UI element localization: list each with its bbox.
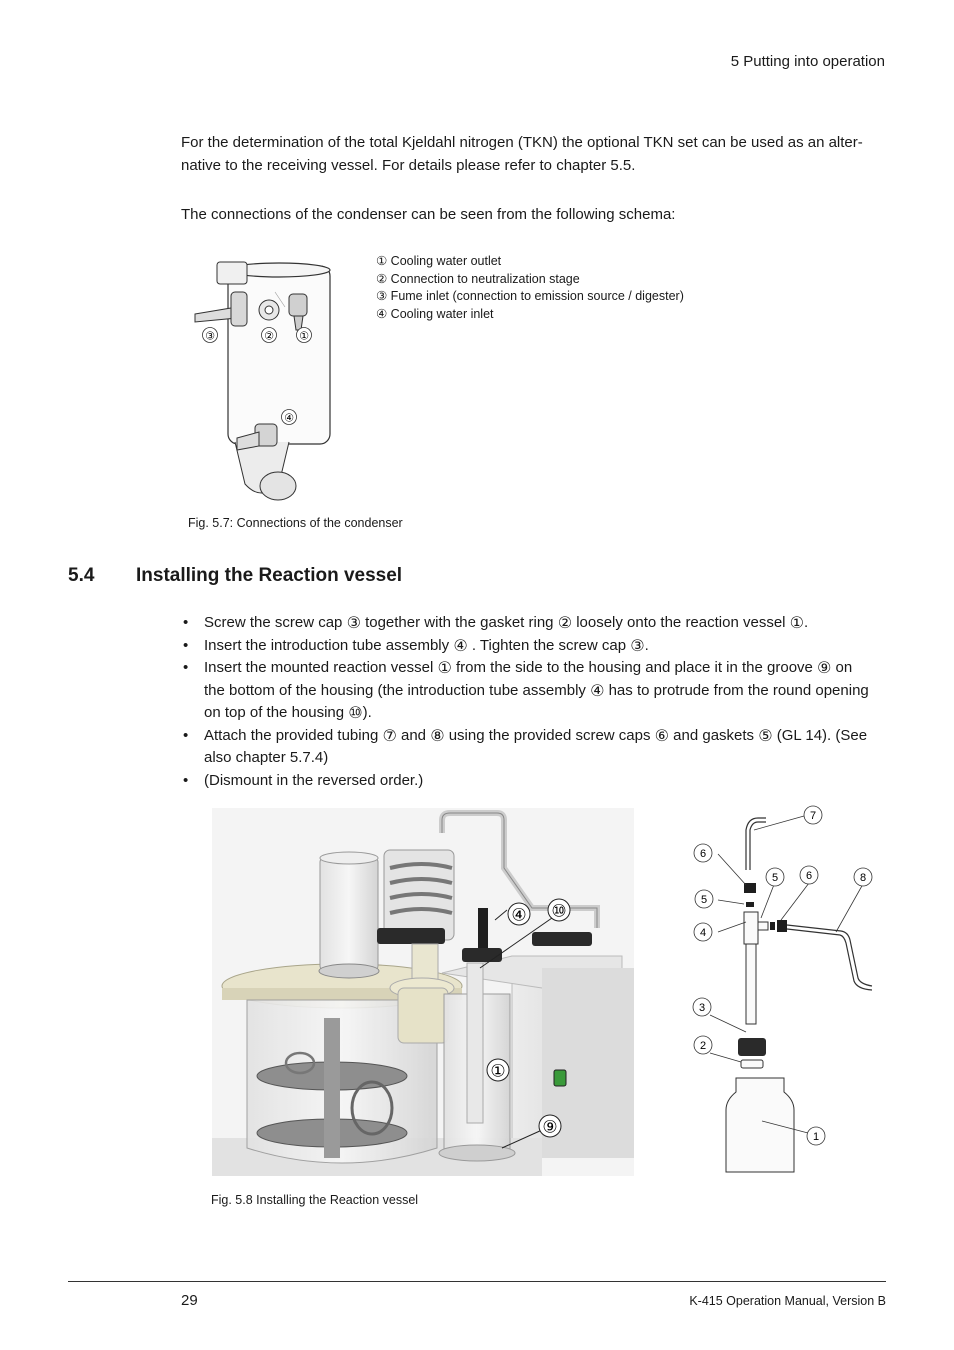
instruction-text: loosely onto the reaction vessel <box>572 614 790 631</box>
item-reference: ⑥ <box>654 727 669 745</box>
item-reference: ⑨ <box>817 660 832 677</box>
legend-item: ③ Fume inlet (connection to emission source / digester) <box>376 289 684 303</box>
item-reference: ④ <box>453 637 468 655</box>
label-7: 7 <box>809 810 817 822</box>
reaction-vessel-photo <box>212 808 634 1176</box>
instruction-item <box>181 612 871 635</box>
callout-2: ② <box>264 330 274 343</box>
label-6: 6 <box>699 848 707 860</box>
instruction-item <box>181 770 871 793</box>
instruction-text: together with the gasket ring <box>360 614 558 631</box>
callout-1: ① <box>299 330 309 343</box>
instruction-text: . <box>804 614 809 631</box>
instruction-text: on the bottom of the housing (the introduction tube assembly <box>204 659 853 699</box>
instruction-item <box>181 635 871 658</box>
instruction-text: Insert the mounted reaction vessel <box>204 659 438 676</box>
instruction-text: and gaskets <box>669 726 759 744</box>
instruction-item <box>181 657 871 725</box>
photo-callout-4: ④ <box>511 905 527 925</box>
item-reference: ④ <box>590 682 605 700</box>
instruction-text: . Tighten the screw cap <box>467 636 631 654</box>
item-reference: ② <box>557 615 573 632</box>
label-4: 4 <box>699 927 707 939</box>
label-2: 2 <box>699 1040 707 1052</box>
instruction-text: ). <box>362 704 372 721</box>
item-reference: ① <box>437 660 452 677</box>
item-reference: ⑩ <box>348 705 363 722</box>
instruction-text: Screw the screw cap <box>204 614 347 631</box>
label-5: 5 <box>700 894 708 906</box>
item-reference: ① <box>789 615 804 632</box>
photo-callout-9: ⑨ <box>542 1117 558 1137</box>
item-reference: ⑤ <box>758 727 773 745</box>
exploded-view-diagram <box>686 800 886 1180</box>
condenser-legend <box>376 253 684 323</box>
item-reference: ⑦ <box>382 727 397 745</box>
intro-paragraph: For the determination of the total Kjeldahl nitrogen (TKN) the optional TKN set can be used as an alter-native to the receiving vessel. For details please refer to chapter 5.5. <box>181 134 863 174</box>
item-reference: ③ <box>630 637 645 655</box>
label-5: 5 <box>771 872 779 884</box>
footer-rule <box>68 1281 886 1282</box>
photo-callout-1: ① <box>490 1061 506 1081</box>
section-heading <box>68 565 402 587</box>
instruction-text: (GL 14). (See also chapter 5.7.4) <box>204 726 868 766</box>
callout-4: ④ <box>284 412 294 425</box>
label-6: 6 <box>805 870 813 882</box>
instruction-text: and <box>396 726 431 744</box>
schema-intro: The connections of the condenser can be seen from the following schema: <box>181 206 676 223</box>
instruction-text: Attach the provided tubing <box>204 726 383 744</box>
instruction-text: Insert the introduction tube assembly <box>204 636 454 654</box>
photo-callout-10: ⑩ <box>551 901 567 921</box>
label-3: 3 <box>698 1002 706 1014</box>
legend-item: ① Cooling water outlet <box>376 254 502 268</box>
instruction-text: from the side to the housing and place it in the groove <box>451 659 818 676</box>
legend-item: ② Connection to neutralization stage <box>376 271 580 286</box>
label-1: 1 <box>812 1131 820 1143</box>
manual-title: K-415 Operation Manual, Version B <box>689 1294 886 1308</box>
instruction-text: using the provided screw caps <box>444 726 655 744</box>
instruction-list <box>181 612 871 792</box>
instruction-item <box>181 725 871 770</box>
section-title: Installing the Reaction vessel <box>136 565 403 586</box>
fig58-caption: Fig. 5.8 Installing the Reaction vessel <box>211 1193 419 1207</box>
section-number: 5.4 <box>68 565 95 586</box>
item-reference: ⑧ <box>430 727 445 745</box>
instruction-text: . <box>644 636 649 654</box>
callout-3: ③ <box>205 330 215 343</box>
legend-item: ④ Cooling water inlet <box>376 306 494 321</box>
item-reference: ③ <box>346 615 361 632</box>
condenser-diagram <box>185 252 345 507</box>
instruction-text: has to protrude from the round opening on top of the housing <box>204 681 869 721</box>
label-8: 8 <box>859 872 867 884</box>
running-header: 5 Putting into operation <box>730 53 885 70</box>
instruction-text: (Dismount in the reversed order.) <box>204 771 424 789</box>
fig57-caption: Fig. 5.7: Connections of the condenser <box>188 516 403 530</box>
page-number: 29 <box>181 1292 198 1309</box>
